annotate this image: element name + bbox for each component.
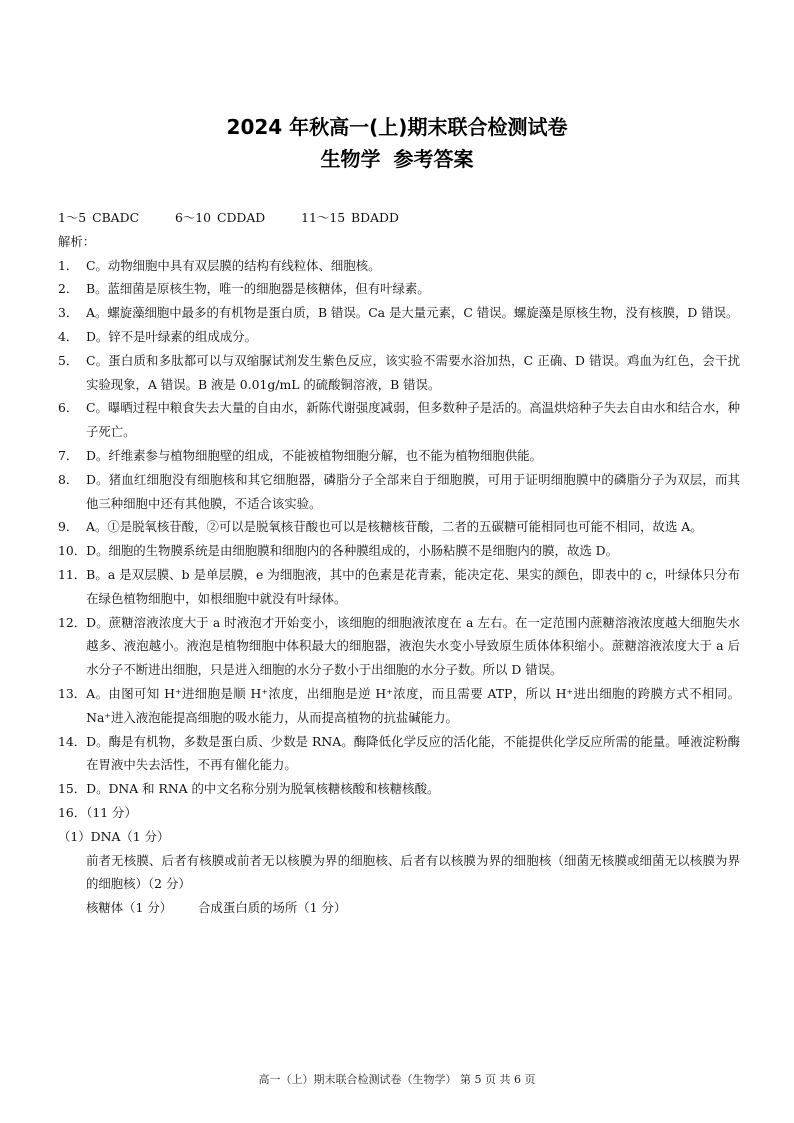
explanation-item [58, 254, 740, 278]
item-text: D。锌不是叶绿素的组成成分。 [86, 328, 258, 344]
explanation-item [58, 444, 740, 468]
q16-part1-organelle [58, 896, 740, 920]
item-text: C。曝晒过程中粮食失去大量的自由水，新陈代谢强度减弱，但多数种子是活的。高温烘焙种子失去自由水和结合水，种子死亡。 [86, 400, 740, 440]
item-number: 6． [58, 400, 79, 416]
page-footer: 高一（上）期末联合检测试卷（生物学） 第 5 页 共 6 页 [258, 1073, 536, 1086]
item-number: 15． [58, 781, 87, 797]
subtitle-subject: 生物学 [320, 147, 381, 171]
explanation-item [58, 277, 740, 301]
item-number: 13． [58, 685, 87, 701]
q16-ribosome-function: 合成蛋白质的场所（1 分） [198, 900, 347, 916]
explanation-item [58, 611, 740, 682]
item-number: 7． [58, 447, 79, 463]
item-number: 9． [58, 519, 79, 535]
item-number: 11． [58, 566, 87, 582]
analysis-heading: 解析： [58, 233, 96, 249]
item-text: D。酶是有机物，多数是蛋白质、少数是 RNA。酶降低化学反应的活化能，不能提供化学反应所需的能量。唾液淀粉酶在胃液中失去活性，不再有催化能力。 [86, 733, 740, 773]
item-text: A。螺旋藻细胞中最多的有机物是蛋白质，B 错误。Ca 是大量元素，C 错误。螺旋藻是原核生物，没有核膜，D 错误。 [86, 305, 739, 321]
multiple-choice-answers [58, 206, 740, 230]
explanation-item [58, 539, 740, 563]
explanation-item [58, 349, 740, 397]
item-text: C。蛋白质和多肽都可以与双缩脲试剂发生紫色反应，该实验不需要水浴加热，C 正确、D 错误。鸡血为红色，会干扰实验现象，A 错误。B 液是 0.01g/mL 的硫酸铜溶液，B 错误。 [86, 352, 740, 392]
item-number: 3． [58, 305, 79, 321]
item-number: 12． [58, 614, 87, 630]
answer-group: 1～5 CBADC [58, 210, 140, 225]
item-text: B。蓝细菌是原核生物，唯一的细胞器是核糖体，但有叶绿素。 [86, 281, 430, 297]
item-text: A。由图可知 H⁺进细胞是顺 H⁺浓度，出细胞是逆 H⁺浓度，而且需要 ATP，所以 H⁺进出细胞的跨膜方式不相同。Na⁺进入液泡能提高细胞的吸水能力，从而提高植物的抗盐碱能力。 [86, 685, 740, 725]
explanation-item [58, 563, 740, 611]
explanation-item [58, 468, 740, 516]
answer-group: 11～15 BDADD [301, 210, 399, 225]
item-text: D。蔗糖溶液浓度大于 a 时液泡才开始变小，该细胞的细胞液浓度在 a 左右。在一定范围内蔗糖溶液浓度越大细胞失水越多、液泡越小。液泡是植物细胞中体积最大的细胞器，液泡失水变小导致原生质体体积缩小。蔗糖溶液浓度大于 a 后水分子不断进出细胞，只是进入细胞的水分子数小于出细胞的水分子数。所以 D 错误。 [86, 614, 740, 678]
q16-part1-detail: 前者无核膜、后者有核膜或前者无以核膜为界的细胞核、后者有以核膜为界的细胞核（细菌无核膜或细菌无以核膜为界的细胞核）（2 分） [86, 852, 740, 892]
item-text: C。动物细胞中具有双层膜的结构有线粒体、细胞核。 [86, 257, 381, 273]
explanation-item [58, 325, 740, 349]
page-title: 2024 年秋高一(上)期末联合检测试卷 [226, 115, 568, 139]
q16-part1: （1）DNA（1 分） [58, 828, 170, 844]
subtitle-answer-key: 参考答案 [393, 147, 474, 171]
item-number: 4． [58, 328, 79, 344]
item-number: 14． [58, 733, 87, 749]
item-text: A。①是脱氧核苷酸，②可以是脱氧核苷酸也可以是核糖核苷酸，二者的五碳糖可能相同也可能不相同，故选 A。 [86, 519, 703, 535]
page-subtitle [0, 143, 794, 172]
item-text: D。纤维素参与植物细胞壁的组成，不能被植物细胞分解，也不能为植物细胞供能。 [86, 447, 542, 463]
q16-heading: 16．（11 分） [58, 804, 137, 820]
answer-body [58, 206, 740, 920]
item-text: D。DNA 和 RNA 的中文名称分别为脱氧核糖核酸和核糖核酸。 [86, 781, 440, 797]
item-text: B。a 是双层膜、b 是单层膜，e 为细胞液，其中的色素是花青素，能决定花、果实的颜色，即表中的 c，叶绿体只分布在绿色植物细胞中，如根细胞中就没有叶绿体。 [86, 566, 740, 606]
explanation-item [58, 301, 740, 325]
explanation-item [58, 730, 740, 778]
explanation-list [58, 254, 740, 801]
item-number: 2． [58, 281, 79, 297]
q16-ribosome: 核糖体（1 分） [86, 900, 173, 916]
explanation-item [58, 515, 740, 539]
item-number: 8． [58, 471, 79, 487]
question-16 [58, 801, 740, 920]
item-number: 5． [58, 352, 79, 368]
item-text: D。猪血红细胞没有细胞核和其它细胞器，磷脂分子全部来自于细胞膜，可用于证明细胞膜中的磷脂分子为双层，而其他三种细胞中还有其他膜，不适合该实验。 [86, 471, 740, 511]
answer-group: 6～10 CDDAD [175, 210, 266, 225]
explanation-item [58, 396, 740, 444]
explanation-item [58, 777, 740, 801]
item-text: D。细胞的生物膜系统是由细胞膜和细胞内的各种膜组成的，小肠粘膜不是细胞内的膜，故选 D。 [86, 543, 618, 559]
item-number: 10． [58, 543, 87, 559]
explanation-item [58, 682, 740, 730]
item-number: 1． [58, 257, 79, 273]
